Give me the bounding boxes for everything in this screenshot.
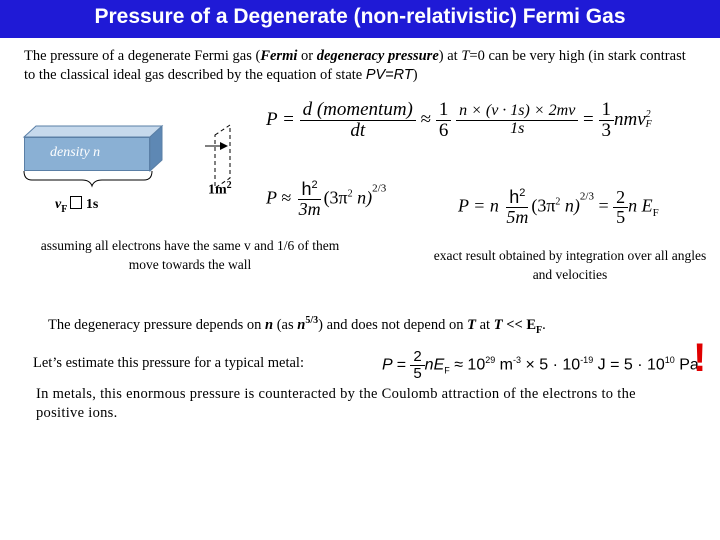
eq3-frac: $\frac{h^2}{5m}$ (506, 187, 529, 227)
intro-text-3: =0 can be very high (in stark contrast to the classical ideal gas described by the equation of state (24, 48, 686, 83)
eq1-frac: $\frac{\text{d (momentum)}}{dt}$ (300, 100, 416, 141)
eq1-P: P = (266, 108, 295, 130)
eq1-frac-13: $\frac{1}{3}$ (599, 100, 615, 141)
vf-label (55, 196, 98, 215)
eq1-rhs: nmv (614, 108, 646, 130)
caption-right: exact result obtained by integration over all angles and velocities (433, 248, 707, 282)
estimate-equation: P = $\frac{2}{5}$ $nE_F \approx 10^{29}$ $m^{-3} \times 5 \cdot 10^{-19}$ $J = 5 \cdot 10^{10}$ Pa (382, 348, 699, 382)
intro-text-4: ) (412, 67, 418, 83)
eq1-frac-main: $\frac{n \times (v \cdot 1s) \times 2mv}{1s}$ (456, 103, 578, 138)
eq3-P: P = n (458, 195, 499, 216)
eq1-eq: = (583, 108, 594, 130)
equation-2: P ≈ $\frac{h^2}{3m}$ ($3\pi^2$ n)$^{2/3}$ (266, 179, 387, 219)
intro-paragraph (24, 47, 696, 85)
flow-arrow-head (220, 142, 228, 150)
intro-fermi: Fermi (260, 48, 298, 64)
equation-1: P = $\frac{\text{d (momentum)}}{dt}$ ≈ $\frac{1}{6}$ $\frac{n \times (v \cdot 1s) \times 2mv}{1s}$ = $\frac{1}{3}$ nmv 2 F (266, 99, 652, 141)
vf-sub: F (61, 203, 68, 215)
exclamation-mark: ! (693, 336, 707, 380)
placeholder-glyph (70, 196, 82, 209)
intro-eos: PV=RT (365, 67, 413, 83)
caption-left: assuming all electrons have the same v and 1/6 of them move towards the wall (40, 238, 340, 272)
intro-text-1: The pressure of a degenerate Fermi gas ( (24, 48, 261, 64)
estimate-text: Let’s estimate this pressure for a typical metal: (33, 355, 304, 371)
vf-v: v (55, 197, 62, 212)
vf-rest: 1s (82, 197, 99, 212)
conclusion-text: In metals, this enormous pressure is counteracted by the Coulomb attraction of the electrons to the positive ions. (36, 386, 636, 421)
dependence-statement: The degeneracy pressure depends on n (as $n^{5/3}$) and does not depend on T at $T << E_F$. (48, 315, 546, 336)
intro-text-2: ) at (438, 48, 462, 64)
area-label (208, 180, 232, 199)
intro-T: T (461, 48, 470, 64)
box-top (24, 126, 162, 137)
eq3-frac-25: $\frac{2}{5}$ (613, 188, 628, 227)
eq2-P: P ≈ (266, 187, 292, 208)
area-sup: 2 (226, 180, 232, 191)
density-label: density n (50, 145, 101, 160)
eq1-frac-16: $\frac{1}{6}$ (436, 100, 452, 141)
length-brace (24, 171, 152, 186)
intro-degeneracy: degeneracy pressure (316, 48, 439, 64)
eq1-approx: ≈ (420, 108, 432, 130)
equation-3: P = n $\frac{h^2}{5m}$ ($3\pi^2$ n)$^{2/3}$ = $\frac{2}{5}$ n $E_F$ (458, 187, 659, 227)
area-value: 1m (208, 182, 227, 198)
slide-title: Pressure of a Degenerate (non-relativistic) Fermi Gas (94, 5, 626, 28)
intro-or: or (297, 48, 317, 64)
unit-area-plane (215, 125, 230, 188)
eq2-frac: $\frac{h^2}{3m}$ (298, 179, 321, 219)
